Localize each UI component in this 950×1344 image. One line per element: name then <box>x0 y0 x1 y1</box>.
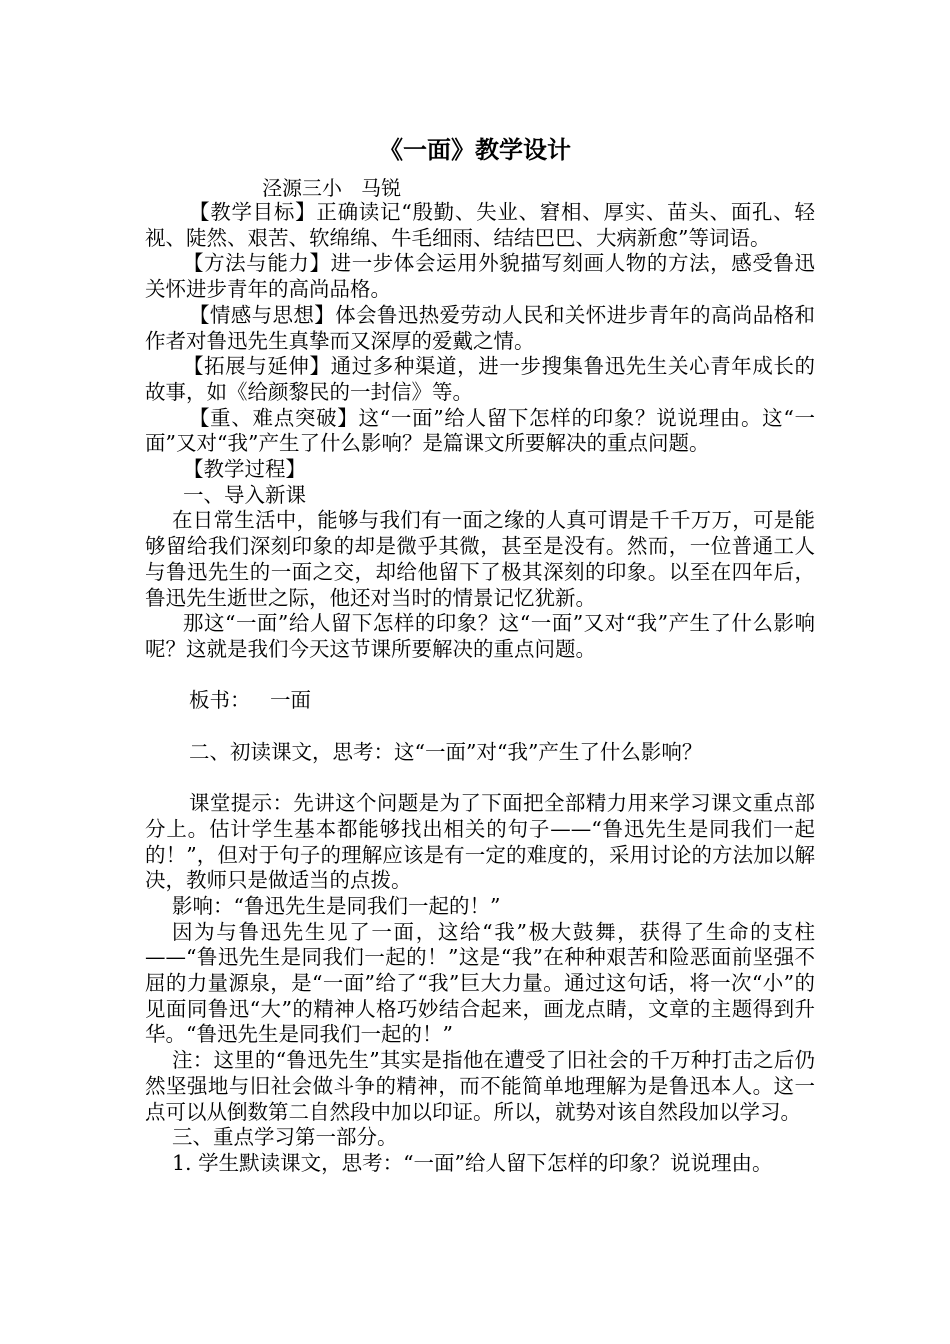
paragraph-step-1: 1. 学生默读课文，思考：“一面”给人留下怎样的印象？说说理由。 <box>172 1150 773 1175</box>
paragraph-question: 那这“一面”给人留下怎样的印象？这“一面”又对“我”产生了什么影响呢？这就是我们今天这节课所要解决的重点问题。 <box>145 611 815 661</box>
paragraph-note: 注：这里的“鲁迅先生”其实是指他在遭受了旧社会的千万种打击之后仍然坚强地与旧社会做斗争的精神，而不能简单地理解为是鲁迅本人。这一点可以从倒数第二自然段中加以印证。所以，就势对该自然段加以学习。 <box>145 1048 815 1124</box>
heading-section-1: 一、导入新课 <box>183 482 306 507</box>
paragraph-intro: 在日常生活中，能够与我们有一面之缘的人真可谓是千千万万，可是能够留给我们深刻印象的却是微乎其微，甚至是没有。然而，一位普通工人与鲁迅先生的一面之交，却给他留下了极其深刻的印象。以至在四年后，鲁迅先生逝世之际，他还对当时的情景记忆犹新。 <box>145 508 815 610</box>
document-body <box>145 200 815 1177</box>
paragraph-method-ability: 【方法与能力】进一步体会运用外貌描写刻画人物的方法，感受鲁迅关怀进步青年的高尚品格。 <box>145 251 815 302</box>
paragraph-key-points: 【重、难点突破】这“一面”给人留下怎样的印象？说说理由。这“一面”又对“我”产生了什么影响？是篇课文所要解决的重点问题。 <box>145 405 815 456</box>
heading-section-2: 二、初读课文，思考：这“一面”对“我”产生了什么影响？ <box>189 739 703 764</box>
heading-teaching-process: 【教学过程】 <box>183 457 306 482</box>
blackboard-line: 板书： 一面 <box>189 688 312 713</box>
blank-line <box>145 663 815 689</box>
document-title: 《一面》教学设计 <box>379 135 571 164</box>
paragraph-extension: 【拓展与延伸】通过多种渠道，进一步搜集鲁迅先生关心青年成长的故事，如《给颜黎民的一封信》等。 <box>145 354 815 404</box>
blank-line <box>145 714 815 740</box>
paragraph-explanation: 因为与鲁迅先生见了一面，这给“我”极大鼓舞，获得了生命的支柱——“鲁迅先生是同我们一起的！”这是“我”在种种艰苦和险恶面前坚强不屈的力量源泉，是“一面”给了“我”巨大力量。通过这句话，将一次“小”的见面同鲁迅“大”的精神人格巧妙结合起来，画龙点睛，文章的主题得到升华。“鲁迅先生是同我们一起的！” <box>145 919 815 1047</box>
paragraph-teaching-goals: 【教学目标】正确读记“殷勤、失业、窘相、厚实、苗头、面孔、轻视、陡然、艰苦、软绵绵、牛毛细雨、结结巴巴、大病新愈”等词语。 <box>145 200 815 250</box>
heading-section-3: 三、重点学习第一部分。 <box>172 1125 398 1150</box>
author-line: 泾源三小 马锐 <box>262 176 402 200</box>
paragraph-influence: 影响：“鲁迅先生是同我们一起的！” <box>172 893 501 918</box>
blank-line <box>145 765 815 791</box>
paragraph-emotion-thought: 【情感与思想】体会鲁迅热爱劳动人民和关怀进步青年的高尚品格和作者对鲁迅先生真挚而又深厚的爱戴之情。 <box>145 302 815 353</box>
paragraph-class-tip: 课堂提示：先讲这个问题是为了下面把全部精力用来学习课文重点部分上。估计学生基本都能够找出相关的句子——“鲁迅先生是同我们一起的！”，但对于句子的理解应该是有一定的难度的，采用讨论的方法加以解决，教师只是做适当的点拨。 <box>145 791 815 893</box>
